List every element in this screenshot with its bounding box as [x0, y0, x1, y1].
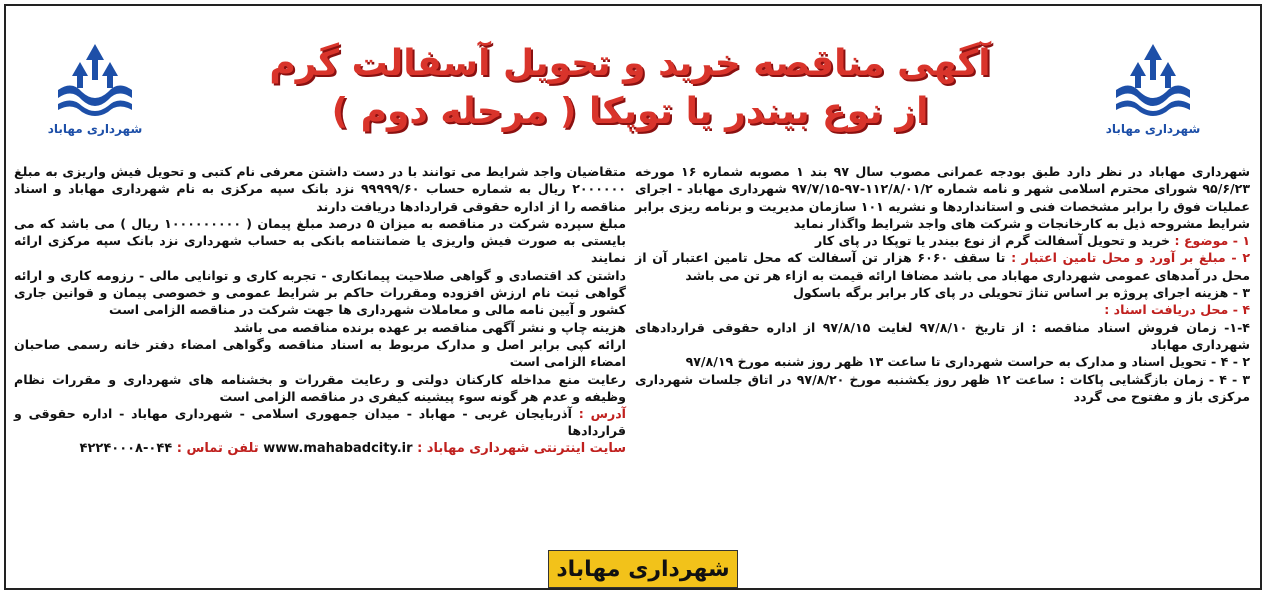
- item-documents: [635, 301, 1250, 318]
- address-text: آذربایجان غربی - مهاباد - میدان جمهوری اسلامی - شهرداری مهاباد - اداره حقوقی و قراردادها: [14, 406, 626, 439]
- address: [14, 405, 626, 440]
- logo-text: شهرداری مهاباد: [47, 122, 143, 136]
- municipality-logo-icon: [1108, 40, 1198, 120]
- paragraph-restrictions: رعایت منع مداخله کارکنان دولتی و رعایت مقررات و بخشنامه های شهرداری و مقررات نظام وظیفه و عدم هر گونه سوء پیشینه کیفری در مناقصه الزامی است: [14, 371, 626, 404]
- phone-label: تلفن تماس :: [176, 440, 259, 456]
- left-column: [14, 163, 626, 457]
- phone-number: ۰۴۴-۴۲۲۴۰۰۰۸: [79, 440, 173, 456]
- paragraph-publication-cost: هزینه چاپ و نشر آگهی مناقصه بر عهده برنده مناقصه می باشد: [233, 319, 626, 335]
- intro-paragraph: شهرداری مهاباد در نظر دارد طبق بودجه عمرانی مصوب سال ۹۷ بند ۱ مصوبه شماره ۱۶ مورخه ۹۵/۶/۲۳ شورای محترم اسلامی شهر و نامه شماره ۱۱۲/۸/۰۱/۲-۹۷-۹۷/۷/۱۵ شهرداری مهاباد - اجرای عملیات فوق را برابر مشخصات فنی و استانداردها و نشریه ۱۰۱ سازمان مدیریت و برنامه ریزی برابر شرایط مشروحه ذیل به کارخانجات و شرکت های واجد شرایط واگذار نماید: [635, 164, 1251, 231]
- item-subject: [635, 232, 1250, 249]
- title-line-2: از نوع بیندر یا توپکا ( مرحله دوم ): [331, 91, 929, 132]
- footer-text: شهرداری مهاباد: [556, 556, 730, 582]
- item-budget: [635, 249, 1250, 284]
- item-budget-text: تا سقف ۶۰۶۰ هزار تن آسفالت که محل تامین اعتبار آن از محل در آمدهای عمومی شهرداری مهاباد می باشد مضافا ارائه قیمت به ازاء هر تن می باشد: [635, 250, 1250, 283]
- item-documents-label: ۴ - محل دریافت اسناد :: [1104, 302, 1250, 318]
- title-line-1: آگهی مناقصه خرید و تحویل آسفالت گرم: [269, 43, 991, 84]
- municipality-logo-right: [1098, 40, 1208, 150]
- paragraph-applicants: متقاضیان واجد شرایط می توانند با در دست داشتن معرفی نام کتبی و تحویل فیش واریزی به مبلغ ۲۰۰۰۰۰۰ ریال به شماره حساب ۹۹۹۹۹/۶۰ نزد بانک سپه مرکزی به نام شهرداری مهاباد و اسناد مناقصه را از اداره حقوقی قراردادها دریافت دارند: [14, 164, 626, 214]
- website-link[interactable]: www.mahabadcity.ir: [263, 440, 413, 456]
- footer-banner: [548, 550, 738, 588]
- item-subject-label: ۱ - موضوع :: [1174, 233, 1250, 249]
- paragraph-requirements: داشتن کد اقتصادی و گواهی صلاحیت پیمانکاری - تجربه کاری و توانایی مالی - رزومه کاری و ارائه گواهی ثبت نام ارزش افزوده ومقررات حاکم بر شرایط عمومی و خصوصی پیمان و قوانین جاری کشور و آیین نامه مالی و معاملات شهرداری ها جهت شرکت در مناقصه الزامی است: [14, 267, 626, 318]
- item-cost: ۳ - هزینه اجرای پروژه بر اساس تناژ تحویلی در پای کار برابر برگه باسکول: [792, 285, 1250, 301]
- paragraph-deposit: مبلغ سپرده شرکت در مناقصه به میزان ۵ درصد مبلغ پیمان ( ۱۰۰۰۰۰۰۰۰۰ ریال ) می باشد که می بایستی به صورت فیش واریزی یا ضمانتنامه بانکی به حساب شهرداری نزد بانک سپه مرکزی ارائه نمایند: [14, 215, 626, 266]
- item-documents-opening: ۳ - ۴ - زمان بازگشایی پاکات : ساعت ۱۲ ظهر روز یکشنبه مورخ ۹۷/۸/۲۰ در اتاق جلسات شهرداری مرکزی باز و مفتوح می گردد: [635, 371, 1250, 404]
- address-label: آدرس :: [578, 406, 626, 422]
- municipality-logo-left: [40, 40, 150, 150]
- item-documents-delivery: ۲ - ۴ - تحویل اسناد و مدارک به حراست شهرداری تا ساعت ۱۳ ظهر روز شنبه مورخ ۹۷/۸/۱۹: [685, 354, 1250, 370]
- municipality-logo-icon: [50, 40, 140, 120]
- logo-text: شهرداری مهاباد: [1105, 122, 1201, 136]
- ad-title: [230, 40, 1030, 136]
- website-label: سایت اینترنتی شهرداری مهاباد :: [417, 440, 626, 456]
- item-budget-label: ۲ - مبلغ بر آورد و محل تامین اعتبار :: [1011, 250, 1250, 266]
- contact-line: [14, 440, 626, 457]
- item-subject-text: خرید و تحویل آسفالت گرم از نوع بیندر یا توپکا در پای کار: [814, 233, 1171, 249]
- right-column: [635, 163, 1250, 405]
- paragraph-copies: ارائه کپی برابر اصل و مدارک مربوط به اسناد مناقصه وگواهی امضاء دفتر خانه رسمی صاحبان امضاء الزامی است: [14, 336, 626, 370]
- item-documents-sale: ۱-۴- زمان فروش اسناد مناقصه : از تاریخ ۹۷/۸/۱۰ لغایت ۹۷/۸/۱۵ از اداره حقوقی قراردادهای شهرداری مهاباد: [635, 319, 1250, 352]
